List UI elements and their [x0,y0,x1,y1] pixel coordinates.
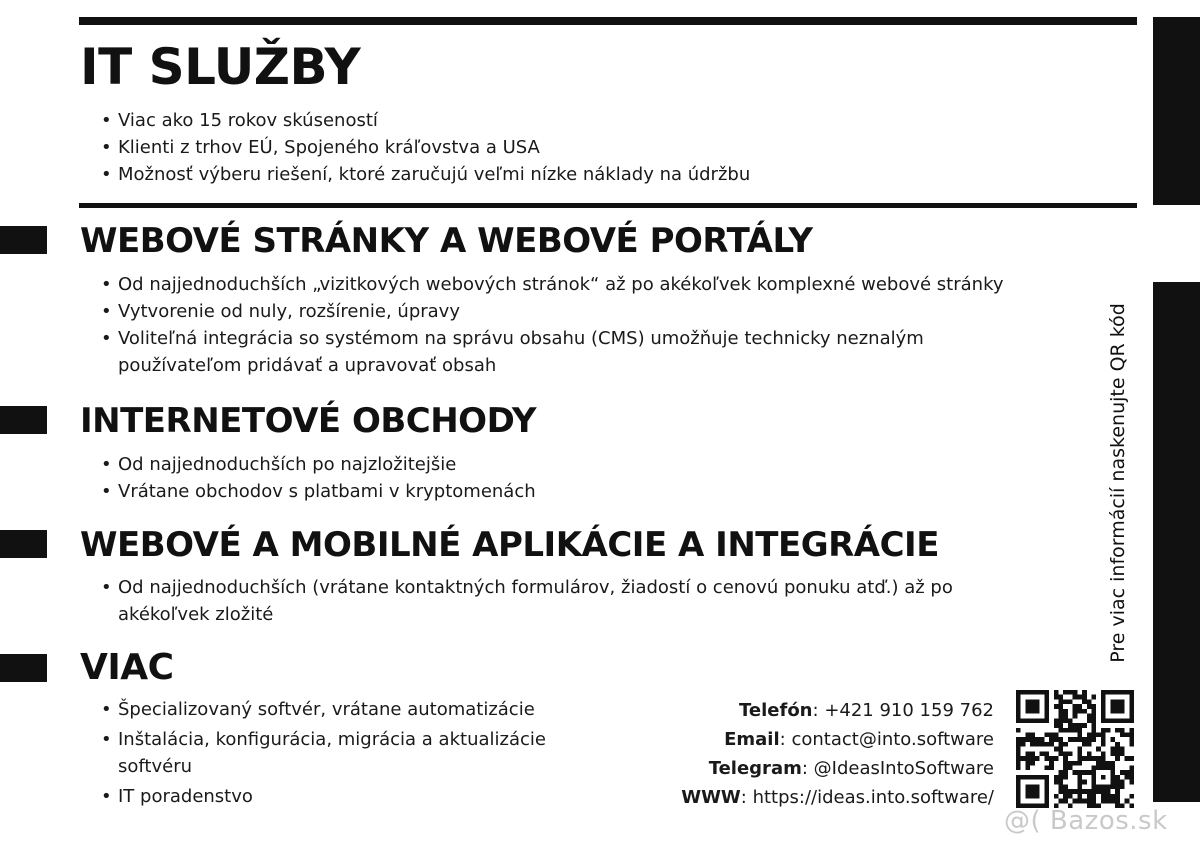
section-title-eshops: INTERNETOVÉ OBCHODY [80,401,536,441]
contact-www: WWW: https://ideas.into.software/ [681,787,994,808]
contact-phone: Telefón: +421 910 159 762 [739,700,994,721]
section-title-websites: WEBOVÉ STRÁNKY A WEBOVÉ PORTÁLY [80,221,813,261]
list-apps [101,574,981,628]
left-tab-1 [0,226,47,254]
left-tab-2 [0,406,47,434]
list-more [101,696,571,810]
top-rule [79,17,1137,25]
phone-link[interactable]: +421 910 159 762 [824,700,994,721]
list-item: • Vrátane obchodov s platbami v kryptomenách [101,481,536,502]
contact-email: Email: contact@into.software [724,729,994,750]
section-title-it-services: IT SLUŽBY [80,38,361,96]
middle-rule [79,203,1137,208]
left-tab-3 [0,530,47,558]
section-title-apps: WEBOVÉ A MOBILNÉ APLIKÁCIE A INTEGRÁCIE [80,525,939,565]
list-item: • Špecializovaný softvér, vrátane automatizácie [101,699,535,720]
contact-telegram: Telegram: @IdeasIntoSoftware [708,758,994,779]
list-item: • Klienti z trhov EÚ, Spojeného kráľovstva a USA [101,137,540,158]
list-item: • Vytvorenie od nuly, rozšírenie, úpravy [101,301,460,322]
bazos-watermark: @( Bazos.sk [1004,806,1168,836]
list-it-services [101,107,861,188]
telegram-link[interactable]: @IdeasIntoSoftware [813,758,994,779]
section-title-more: VIAC [80,647,174,688]
right-upper-bar [1153,17,1200,205]
right-lower-bar [1153,282,1200,802]
list-item: • Inštalácia, konfigurácia, migrácia a aktualizácie softvéru [101,729,546,777]
list-websites [101,271,1021,379]
contact-block [681,696,994,812]
list-item: • Od najjednoduchších (vrátane kontaktných formulárov, žiadostí o cenovú ponuku atď.) až po akékoľvek zložité [101,577,953,625]
www-link[interactable]: https://ideas.into.software/ [752,787,994,808]
qr-code-icon[interactable] [1016,690,1134,808]
list-item: • Od najjednoduchších po najzložitejšie [101,454,457,475]
qr-caption: Pre viac informácií naskenujte QR kód [1107,303,1129,663]
email-link[interactable]: contact@into.software [791,729,994,750]
list-eshops [101,451,861,505]
list-item: • Voliteľná integrácia so systémom na správu obsahu (CMS) umožňuje technicky neznalým používateľom pridávať a upravovať obsah [101,328,924,376]
list-item: • IT poradenstvo [101,786,253,807]
list-item: • Možnosť výberu riešení, ktoré zaručujú veľmi nízke náklady na údržbu [101,164,751,185]
list-item: • Viac ako 15 rokov skúseností [101,110,378,131]
left-tab-4 [0,654,47,682]
list-item: • Od najjednoduchších „vizitkových webových stránok“ až po akékoľvek komplexné webové stránky [101,274,1004,295]
